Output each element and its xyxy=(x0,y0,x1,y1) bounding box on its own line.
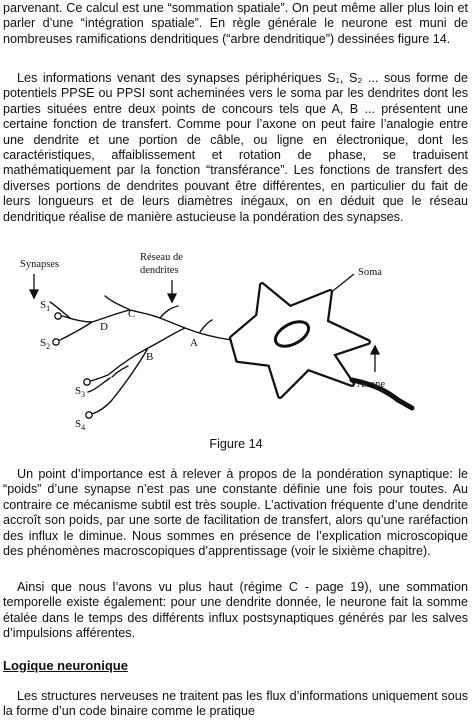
synapse-s1 xyxy=(55,313,61,319)
label-s2: $S_2$ xyxy=(40,337,51,351)
dendrite-twig-1 xyxy=(160,306,178,318)
arrowhead-reseau xyxy=(168,294,176,302)
paragraph-spatial-summation: parvenant. Ce calcul est une “sommation spatiale”. On peut même aller plus loin et parler d’une “intégration spatiale”. En règle générale le neurone est muni de nombreuses ramifications dendritiques (“arbre dendritique”) dessinées figure 14. xyxy=(3,1,468,46)
label-junction-d: D xyxy=(100,321,108,333)
figure-caption: Figure 14 xyxy=(209,437,263,451)
label-reseau-line2: dendrites xyxy=(140,265,179,276)
paragraph-synapse-information: Les informations venant des synapses périphériques S₁, S₂ ... sous forme de potentiels PPSE ou PPSI sont acheminées vers le soma par les dendrites dont les parties situées entre deux points de concours tels que A, B ... présentent une certaine fonction de transfert. Comme pour l’axone on peut faire l’analogie entre une dendrite et une portion de câble, ou ligne en électronique, dont les caractéristiques, affaiblissement et rotation de phase, se traduisent mathématiquement par la fonction “transférance”. Les fonctions de transfert des diverses portions de dendrites pouvant être différentes, en particulier du fait de leurs longueurs et de leurs diamètres inégaux, on en déduit que le réseau dendritique réalise de manière astucieuse la pondération des synapses. xyxy=(3,71,468,224)
dendrite-branch-B xyxy=(90,328,185,381)
synapse-terminals xyxy=(53,313,92,418)
label-s4: $S_4$ xyxy=(75,418,86,430)
arrowhead-axone xyxy=(371,346,379,354)
label-reseau-line1: Réseau de xyxy=(140,252,183,263)
paragraph-synaptic-weighting: Un point d’importance est à relever à propos de la pondération synaptique: le “poids” d’une synapse n’est pas une constante définie une fois pour toutes. Au contraire ce mécanisme subtil est très souple. L’activation fréquente d’une dendrite accroît son poids, par une sorte de facilitation de transfert, alors qu’une raréfaction des influx le diminue. Nous sommes en présence de l’explication microscopique des phénomènes macroscopiques d’apprentissage (voir le sixième chapitre). xyxy=(3,467,468,559)
dendrite-branch-s3 xyxy=(112,366,128,377)
dendrite-branch-s2 xyxy=(60,322,92,340)
dendrite-branch-up xyxy=(105,296,130,310)
paragraph-neural-structures: Les structures nerveuses ne traitent pas les flux d’informations uniquement sous la forme d’un code binaire comme le pratique xyxy=(3,689,468,719)
paragraph-temporal-summation: Ainsi que nous l’avons vu plus haut (régime C - page 19), une sommation temporelle existe également: pour une dendrite donnée, le neurone fait la somme étalée dans le temps des différents influx postsynaptiques générés par les salves d’impulsions afférentes. xyxy=(3,580,468,641)
label-s3: $S_3$ xyxy=(75,385,86,399)
label-junction-c: C xyxy=(128,308,136,320)
label-soma: Soma xyxy=(358,267,382,278)
label-axone: Axone xyxy=(357,379,385,390)
synapse-s2 xyxy=(53,339,59,345)
label-junction-b: B xyxy=(146,351,154,363)
figure-14-neuron-diagram xyxy=(0,250,472,430)
label-junction-a: A xyxy=(190,337,198,349)
dendrite-twig-2 xyxy=(200,320,212,332)
section-title: Logique neuronique xyxy=(3,658,128,673)
synapse-s3 xyxy=(84,379,90,385)
label-s1: $S_1$ xyxy=(40,299,51,313)
arrowhead-synapses xyxy=(30,290,38,298)
synapse-s4 xyxy=(86,412,92,418)
label-synapses: Synapses xyxy=(20,259,60,270)
dendrite-twig-3 xyxy=(50,302,70,318)
dendrite-branch-s4 xyxy=(92,348,148,414)
